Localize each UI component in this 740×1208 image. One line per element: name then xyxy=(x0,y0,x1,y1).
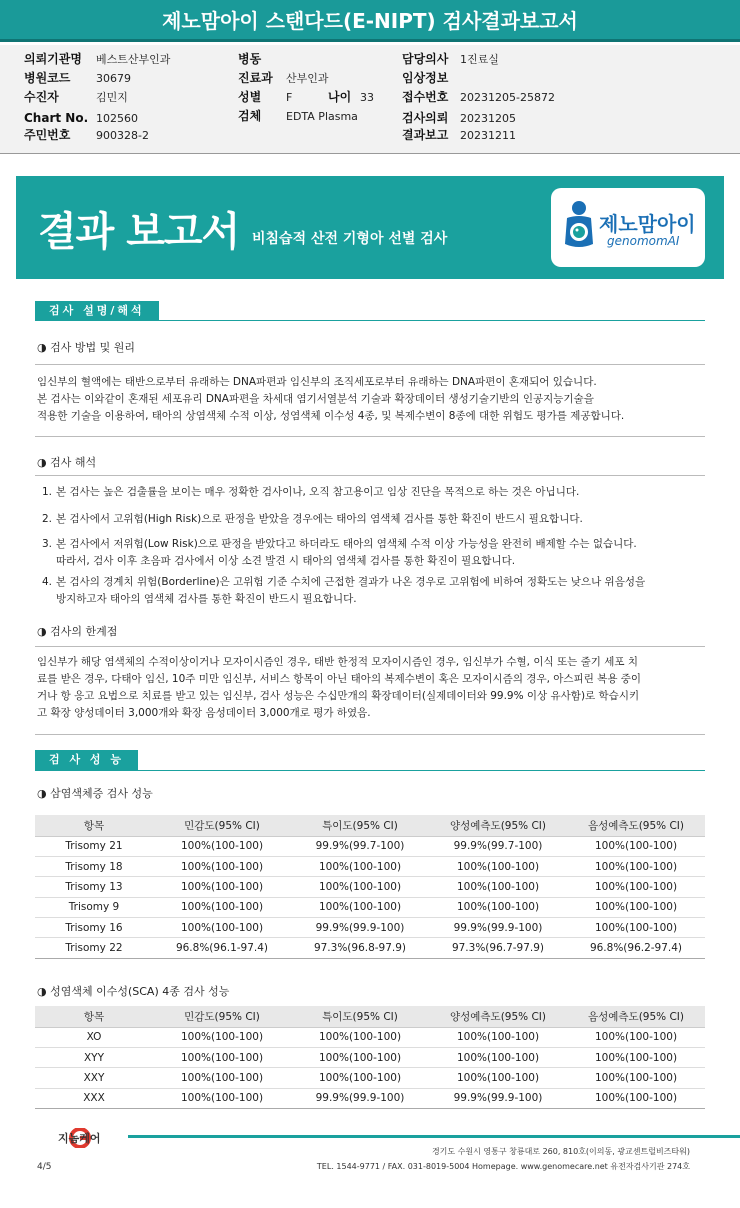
metric-cell: 100%(100-100) xyxy=(429,897,567,917)
metric-cell: 100%(100-100) xyxy=(153,856,291,876)
metric-cell: 99.9%(99.9-100) xyxy=(291,1088,429,1108)
sex-age-row: 성별 F 나이 33 xyxy=(238,90,374,104)
metric-cell: 100%(100-100) xyxy=(567,877,705,897)
metric-cell: 100%(100-100) xyxy=(429,856,567,876)
interpretation-item: 4. 본 검사의 경계치 위험(Borderline)은 고위험 기준 수치에 근접한 결과가 나온 경우로 고위험에 비하여 정확도는 낮으나 위음성을 방지하고자 태아의 염색체 검사를 통한 확진이 반드시 필요합니다. xyxy=(42,576,646,605)
table-row xyxy=(35,1088,705,1108)
metric-cell: 100%(100-100) xyxy=(567,918,705,938)
metric-cell: 100%(100-100) xyxy=(429,1027,567,1047)
metric-cell: 100%(100-100) xyxy=(153,877,291,897)
sub-divider xyxy=(35,646,705,647)
metric-cell: 100%(100-100) xyxy=(153,1088,291,1108)
row-item-cell: Trisomy 16 xyxy=(35,918,153,938)
institution-row: 의뢰기관명 베스트산부인과 xyxy=(24,52,171,66)
logo-korean: 제노맘아이 xyxy=(599,212,696,236)
row-item-cell: Trisomy 13 xyxy=(35,877,153,897)
metric-cell: 99.9%(99.9-100) xyxy=(429,1088,567,1108)
logo-english: genomomAI xyxy=(607,234,680,248)
table-row xyxy=(35,836,705,856)
interpretation-item: 1. 본 검사는 높은 검출률을 보이는 매우 정확한 검사이나, 오직 참고용이고 임상 진단을 목적으로 하는 것은 아닙니다. xyxy=(42,486,580,498)
metric-cell: 100%(100-100) xyxy=(567,1047,705,1067)
metric-cell: 100%(100-100) xyxy=(567,1088,705,1108)
row-item-cell: XXX xyxy=(35,1088,153,1108)
metric-cell: 99.9%(99.7-100) xyxy=(291,836,429,856)
table-header-row: 항목 민감도(95% CI) 특이도(95% CI) 양성예측도(95% CI) 음성예측도(95% CI) xyxy=(35,1006,705,1027)
metric-cell: 100%(100-100) xyxy=(291,1027,429,1047)
row-item-cell: XO xyxy=(35,1027,153,1047)
metric-cell: 99.9%(99.9-100) xyxy=(291,918,429,938)
metric-cell: 99.9%(99.9-100) xyxy=(429,918,567,938)
row-item-cell: Trisomy 22 xyxy=(35,938,153,958)
dept-row: 진료과 산부인과 xyxy=(238,71,329,85)
row-item-cell: XYY xyxy=(35,1047,153,1067)
metric-cell: 96.8%(96.2-97.4) xyxy=(567,938,705,958)
chart-row: Chart No. 102560 xyxy=(24,111,138,125)
metric-cell: 100%(100-100) xyxy=(153,897,291,917)
receipt-row: 접수번호 20231205-25872 xyxy=(402,90,555,104)
brand-logo xyxy=(551,188,705,267)
metric-cell: 100%(100-100) xyxy=(567,1068,705,1088)
metric-cell: 100%(100-100) xyxy=(567,1027,705,1047)
sub-divider xyxy=(35,475,705,476)
limitation-heading: ◑ 검사의 한계점 xyxy=(37,625,118,638)
metric-cell: 99.9%(99.7-100) xyxy=(429,836,567,856)
metric-cell: 97.3%(96.8-97.9) xyxy=(291,938,429,958)
metric-cell: 100%(100-100) xyxy=(291,1068,429,1088)
section-tag-performance: 검 사 성 능 xyxy=(35,750,138,770)
metric-cell: 100%(100-100) xyxy=(429,1047,567,1067)
metric-cell: 100%(100-100) xyxy=(567,856,705,876)
mother-baby-icon xyxy=(561,200,597,254)
sca-performance-table xyxy=(35,1006,705,1109)
banner-title: 결과 보고서 xyxy=(38,209,240,255)
limitation-paragraph: 임신부가 해당 염색체의 수적이상이거나 모자이시즘인 경우, 태반 한정적 모자이시즘인 경우, 임신부가 수혈, 이식 또는 줄기 세포 치 료를 받은 경우, 다태아 임신, 10주 미만 임신부, 서비스 항목이 아닌 태아의 복제수변이 혹은 모자이시즘의 경우, 아스피린 복용 중이 거나 항 응고 요법으로 치료를 받고 있는 임신부, 검사 성능은 수십만개의 확장데이터(실제데이터와 99.9% 이상 유사함)로 학습시키 고 확장 양성데이터 3,000개와 확장 음성데이터 3,000개로 평가 하였음. xyxy=(37,656,642,719)
metric-cell: 100%(100-100) xyxy=(291,897,429,917)
metric-cell: 100%(100-100) xyxy=(567,897,705,917)
row-item-cell: Trisomy 9 xyxy=(35,897,153,917)
table-row xyxy=(35,856,705,876)
table-row xyxy=(35,918,705,938)
ward-row: 병동 xyxy=(238,52,262,66)
metric-cell: 100%(100-100) xyxy=(291,1047,429,1067)
row-item-cell: XXY xyxy=(35,1068,153,1088)
metric-cell: 97.3%(96.7-97.9) xyxy=(429,938,567,958)
doctor-row: 담당의사 1진료실 xyxy=(402,52,499,66)
section-divider xyxy=(35,770,705,771)
request-row: 검사의뢰 20231205 xyxy=(402,111,516,125)
banner-subtitle: 비침습적 산전 기형아 선별 검사 xyxy=(252,231,448,247)
section-tag-description: 검사 설명/해석 xyxy=(35,301,159,321)
sub-divider xyxy=(35,734,705,735)
metric-cell: 100%(100-100) xyxy=(153,1047,291,1067)
table-header-row: 항목 민감도(95% CI) 특이도(95% CI) 양성예측도(95% CI) 음성예측도(95% CI) xyxy=(35,815,705,836)
autosomal-heading: ◑ 삼염색체증 검사 성능 xyxy=(37,787,153,800)
sca-heading: ◑ 성염색체 이수성(SCA) 4종 검사 성능 xyxy=(37,985,230,998)
row-item-cell: Trisomy 21 xyxy=(35,836,153,856)
method-paragraph: 임신부의 혈액에는 태반으로부터 유래하는 DNA파편과 임신부의 조직세포로부터 유래하는 DNA파편이 혼재되어 있습니다. 본 검사는 이와같이 혼재된 세포유리 DNA파편을 차세대 염기서열분석 기술과 확장데이터 생성기술기반의 인공지능기술을 적용한 기술을 이용하여, 태아의 상염색체 수적 이상, 성염색체 이수성 4종, 및 복제수변이 8종에 대한 위험도 평가를 제공합니다. xyxy=(37,376,625,422)
footer-divider xyxy=(128,1135,740,1138)
table-row xyxy=(35,1027,705,1047)
table-row xyxy=(35,1047,705,1067)
metric-cell: 100%(100-100) xyxy=(153,836,291,856)
section-divider xyxy=(35,320,705,321)
interpretation-item: 3. 본 검사에서 저위험(Low Risk)으로 판정을 받았다고 하더라도 태아의 염색체 수적 이상 가능성을 완전히 배제할 수는 없습니다. 따라서, 검사 이후 초음파 검사에서 이상 소견 발견 시 태아의 염색체 검사를 통한 확진이 필요합니다. xyxy=(42,538,637,567)
table-row xyxy=(35,877,705,897)
metric-cell: 100%(100-100) xyxy=(567,836,705,856)
table-row xyxy=(35,1068,705,1088)
table-row xyxy=(35,938,705,958)
specimen-row: 검체 EDTA Plasma xyxy=(238,109,358,123)
clinical-row: 임상정보 xyxy=(402,71,449,85)
method-heading: ◑ 검사 방법 및 원리 xyxy=(37,341,135,354)
row-item-cell: Trisomy 18 xyxy=(35,856,153,876)
metric-cell: 100%(100-100) xyxy=(429,877,567,897)
sub-divider xyxy=(35,364,705,365)
company-name: 지놈케어 xyxy=(58,1132,101,1145)
company-contact: TEL. 1544-9771 / FAX. 031-8019-5004 Homepage. www.genomecare.net 유전자검사기관 274호 xyxy=(316,1162,690,1171)
table-row xyxy=(35,897,705,917)
metric-cell: 100%(100-100) xyxy=(153,1068,291,1088)
company-address: 경기도 수원시 영통구 창룡대로 260, 810호(이의동, 광교센트럴비즈타워) xyxy=(431,1147,690,1156)
page-number: 4/5 xyxy=(37,1162,52,1172)
report-title: 제노맘아이 스탠다드(E-NIPT) 검사결과보고서 xyxy=(0,0,740,42)
patient-row: 수진자 김민지 xyxy=(24,90,128,104)
hospital-code-row: 병원코드 30679 xyxy=(24,71,131,85)
sub-divider xyxy=(35,436,705,437)
metric-cell: 100%(100-100) xyxy=(291,856,429,876)
resident-row: 주민번호 900328-2 xyxy=(24,128,149,142)
result-banner xyxy=(16,176,724,279)
metric-cell: 100%(100-100) xyxy=(291,877,429,897)
interpretation-heading: ◑ 검사 해석 xyxy=(37,456,97,469)
report-date-row: 결과보고 20231211 xyxy=(402,128,516,142)
patient-info-box xyxy=(0,45,740,154)
autosomal-performance-table xyxy=(35,815,705,959)
interpretation-item: 2. 본 검사에서 고위험(High Risk)으로 판정을 받았을 경우에는 태아의 염색체 검사를 통한 확진이 반드시 필요합니다. xyxy=(42,513,583,525)
metric-cell: 100%(100-100) xyxy=(153,918,291,938)
metric-cell: 100%(100-100) xyxy=(429,1068,567,1088)
metric-cell: 100%(100-100) xyxy=(153,1027,291,1047)
metric-cell: 96.8%(96.1-97.4) xyxy=(153,938,291,958)
